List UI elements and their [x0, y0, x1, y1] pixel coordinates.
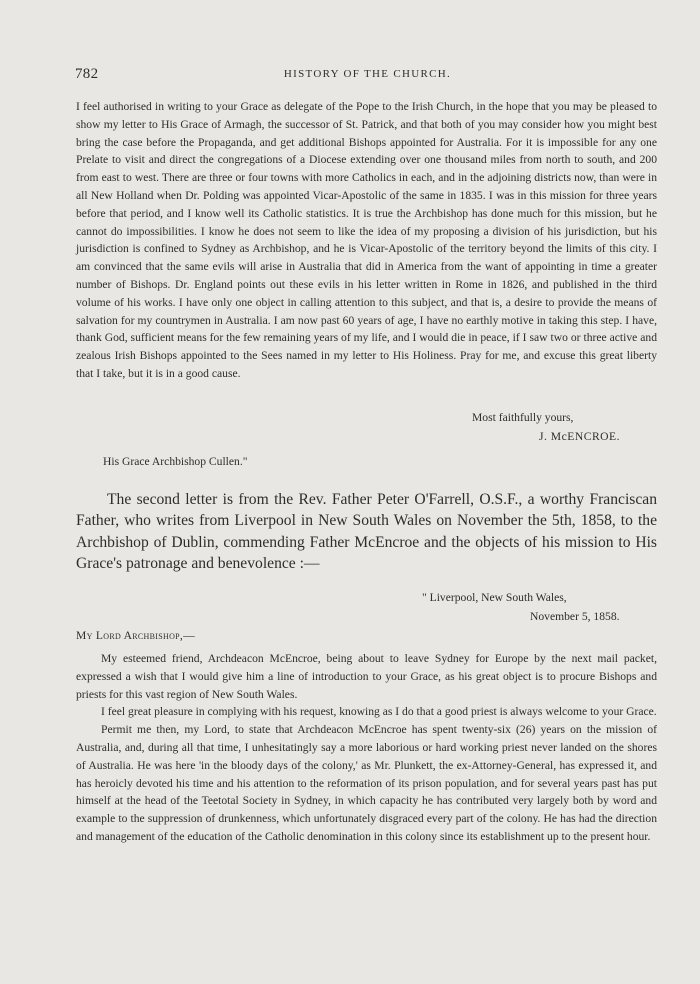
addressee: His Grace Archbishop Cullen.": [103, 455, 248, 468]
letter-place: " Liverpool, New South Wales,: [422, 591, 567, 604]
salutation: My Lord Archbishop,—: [76, 629, 195, 642]
signature: J. McENCROE.: [539, 430, 621, 443]
running-head: HISTORY OF THE CHURCH.: [283, 68, 452, 80]
letter-paragraph: I feel great pleasure in complying with his request, knowing as I do that a good priest is always welcome to your Grace.: [101, 705, 657, 719]
valediction: Most faithfully yours,: [472, 411, 574, 424]
letter-mcencroe: [76, 98, 657, 383]
page-number: 782: [75, 66, 99, 82]
letter-paragraph: Permit me then, my Lord, to state that Archdeacon McEncroe has spent twenty-six (26) years on the mission of Australia, and, during all that time, I unhesitatingly say a more laborious or hard working priest never landed on the shores of Australia. He was here 'in the bloody days of the colony,' as Mr. Plunkett, the ex-Attorney-General, has expressed it, and has heroicly devoted his time and his attention to the reformation of its prison population, and for several years past has put himself at the head of the Teetotal Society in Sydney, in which capacity he has contributed very largely both by word and example to the suppression of drunkenness, which unfortunately disgraced every part of the colony. He has had the direction and management of the education of the Catholic denomination in this colony since its establishment up to the present hour.: [76, 723, 657, 843]
letter-body: I feel authorised in writing to your Grace as delegate of the Pope to the Irish Church, in the hope that you may be pleased to show my letter to His Grace of Armagh, the successor of St. Patrick, and that both of you may consider how you might best bring the case before the Propaganda, and get additional Bishops appointed for Australia. For it is impossible for any one Prelate to visit and direct the congregations of a Diocese extending over one thousand miles from north to south, and 200 from east to west. There are three or four towns with more Catholics in each, and in the adjoining districts now, than were in all New Holland when Dr. Polding was appointed Vicar-Apostolic of the same in 1835. I was in this mission for three years before that period, and I know well its Catholic statistics. It is true the Archbishop has done much for this mission, but he cannot do impossibilities. I know he does not seem to like the idea of my proposing a division of his jurisdiction, but his jurisdiction is confined to Sydney as Archbishop, and he is Vicar-Apostolic of the territory beyond the limits of this city. I am convinced that the same evils will arise in Australia that did in America from the want of appointing in time a greater number of Bishops. Dr. England points out these evils in his letter written in Rome in 1826, and published in the third volume of his works. I have only one object in calling attention to this subject, and that is, a desire to provide the means of salvation for my countrymen in Australia. I am now past 60 years of age, I have no earthly motive in taking this step. I have, thank God, sufficient means for the few remaining years of my life, and I would die in peace, if I saw two or three active and zealous Irish Bishops appointed to the Sees named in my letter to His Holiness. Pray for me, and excuse this great liberty that I take, but it is in a good cause.: [76, 100, 657, 380]
letter-ofarrell-body: [76, 650, 657, 846]
narrative-paragraph: The second letter is from the Rev. Father Peter O'Farrell, O.S.F., a worthy Franciscan Father, who writes from Liverpool in New South Wales on November the 5th, 1858, to the Archbishop of Dublin, commending Father McEncroe and the objects of his mission to His Grace's patronage and benevolence :—: [76, 491, 657, 573]
letter-paragraph: My esteemed friend, Archdeacon McEncroe, being about to leave Sydney for Europe by the next mail packet, expressed a wish that I would give him a line of introduction to your Grace, as his great object is to procure Bishops and priests for this vast region of New South Wales.: [76, 652, 657, 701]
letter-date: November 5, 1858.: [530, 610, 620, 623]
narrative-section: [76, 489, 657, 575]
page-header: [75, 66, 660, 86]
